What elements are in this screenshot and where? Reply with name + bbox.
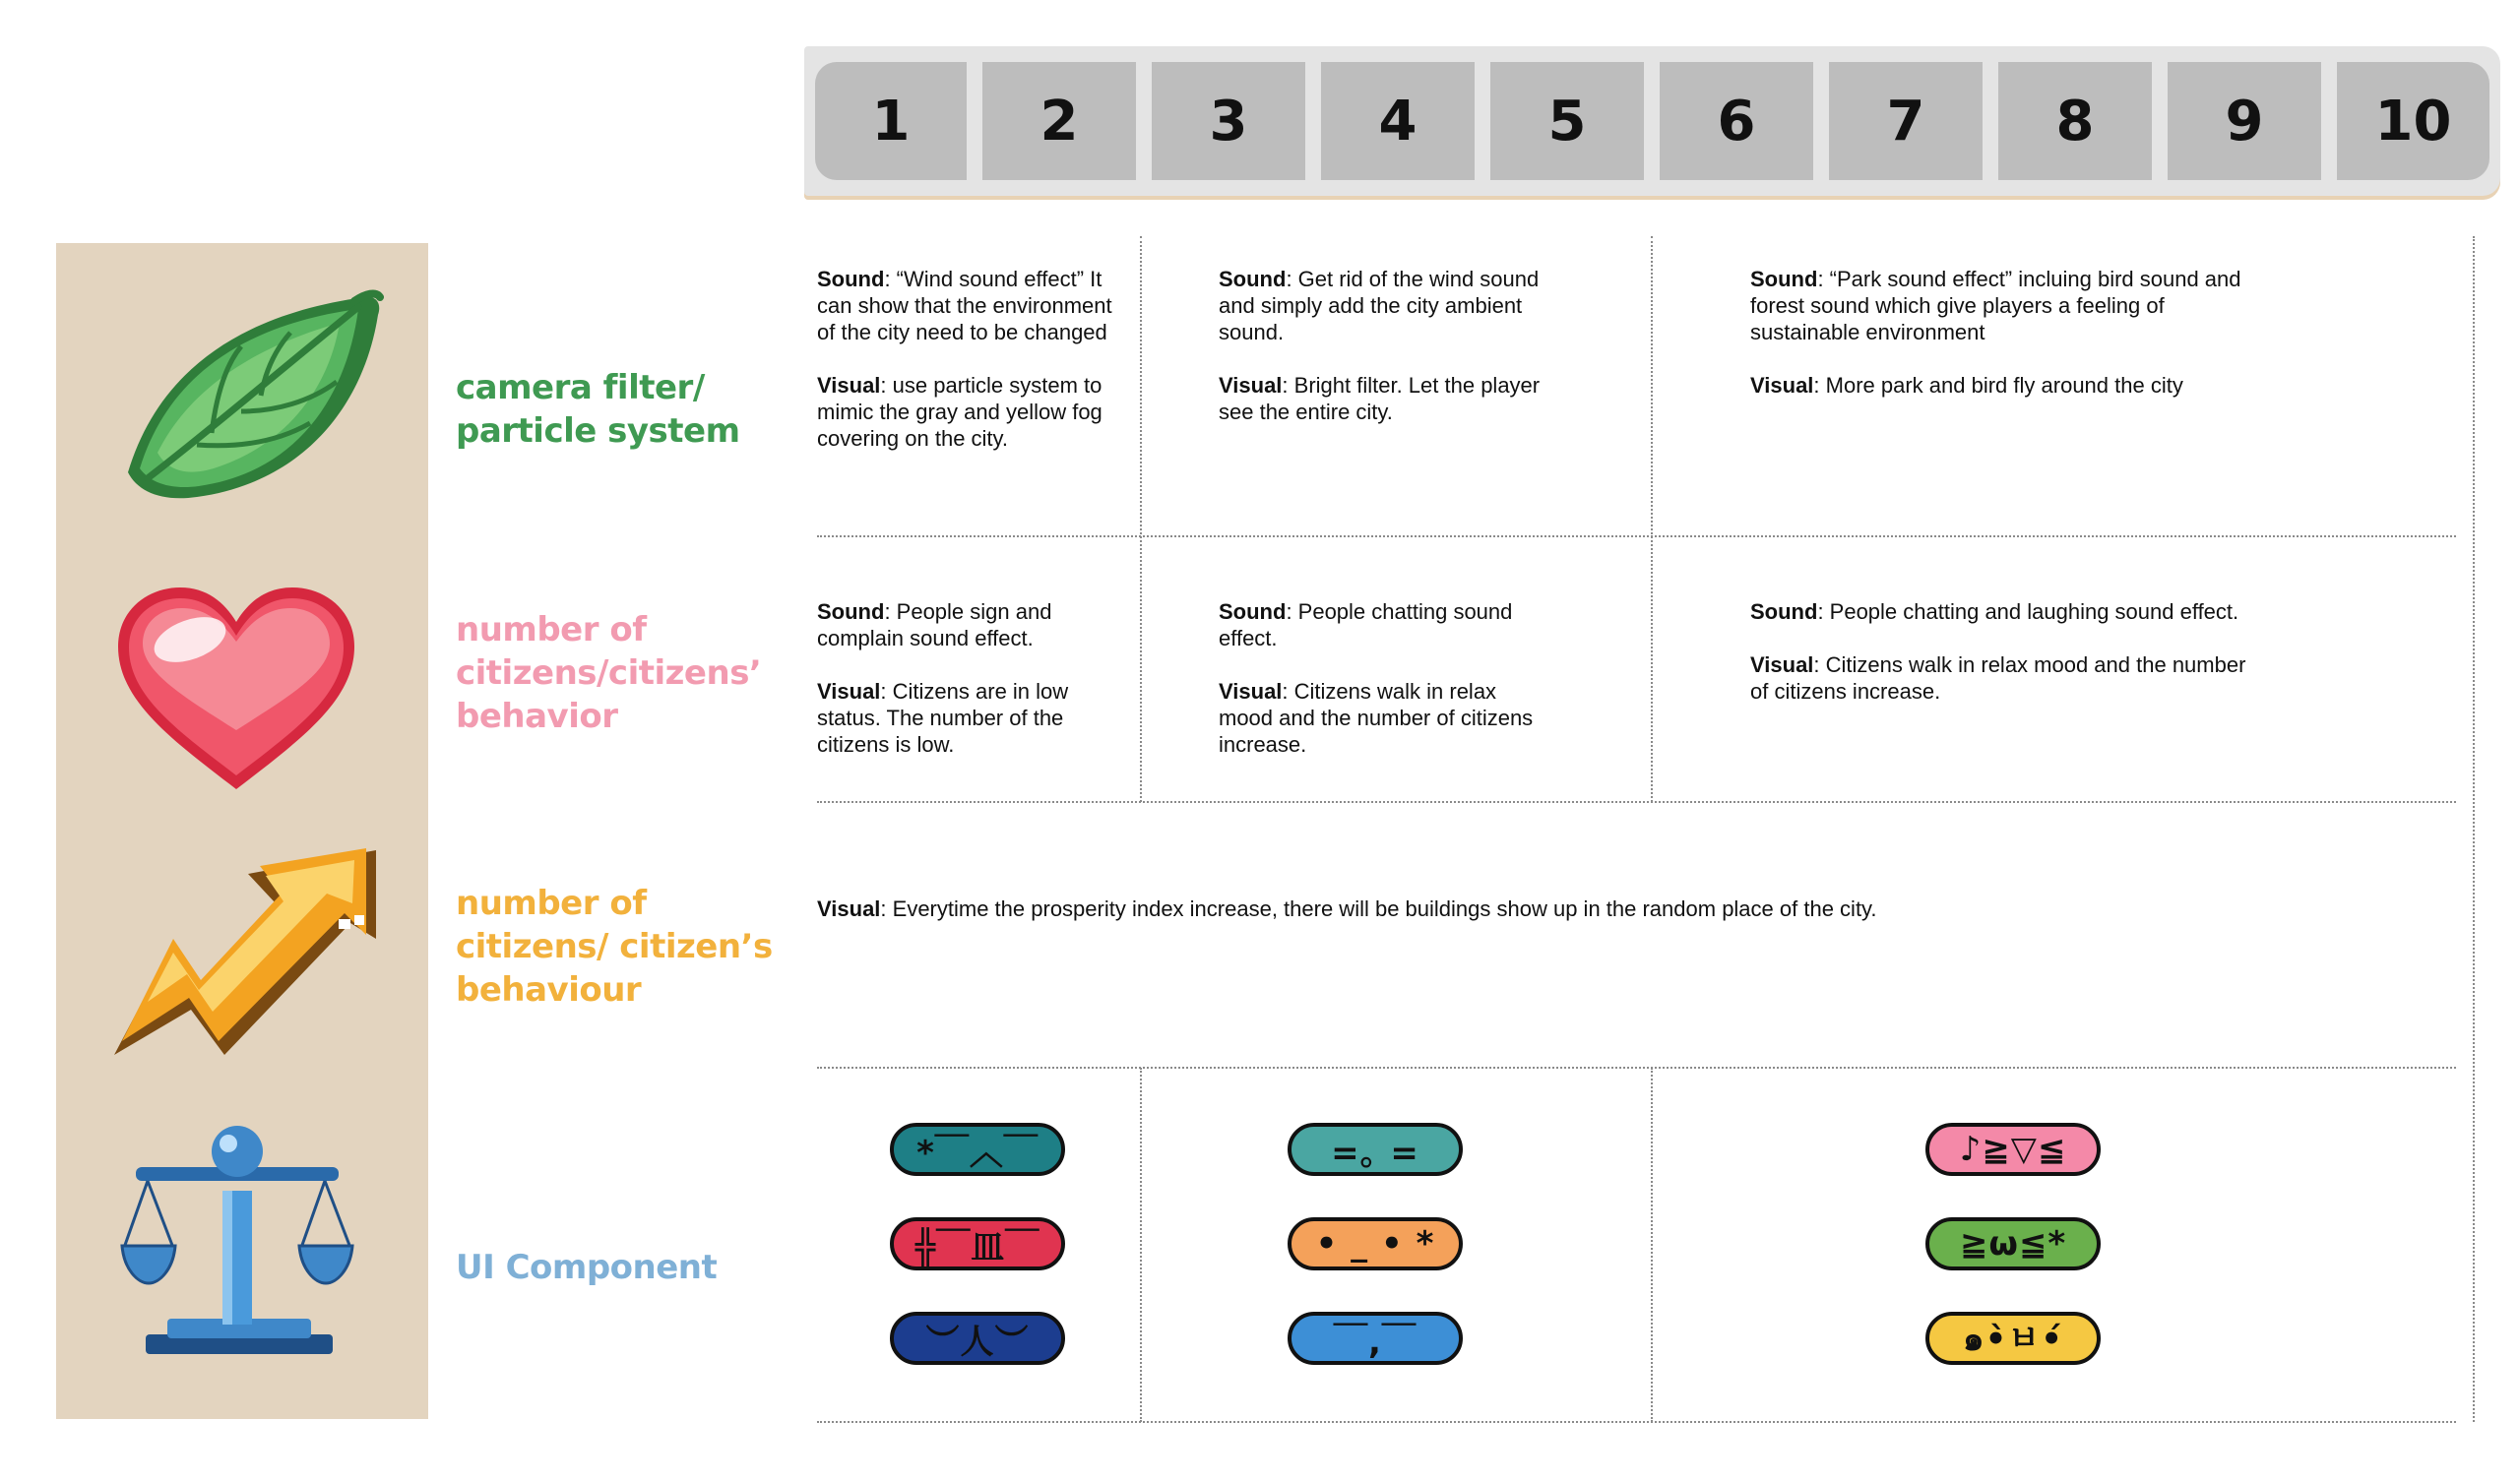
scale-step-1[interactable]: 1 [815,62,967,180]
scale-step-9[interactable]: 9 [2168,62,2321,180]
category-label-line: particle system [456,411,740,451]
description-cell [1219,598,1544,758]
emoticon-badge[interactable]: ≧ω≦* [1925,1217,2101,1270]
emoticon-badge[interactable]: ๑•̀ㅂ•́ [1925,1312,2101,1365]
grid-divider [2473,236,2475,1422]
scale-step-6[interactable]: 6 [1660,62,1813,180]
heart-icon [113,583,359,793]
scale-step-4[interactable]: 4 [1321,62,1475,180]
category-label-camera-filter [456,366,740,453]
grid-divider [817,1421,2456,1423]
emoticon-badge[interactable]: =｡ = [1288,1123,1463,1176]
grid-divider [817,1067,2456,1069]
category-label-line: camera filter/ [456,368,705,407]
arrow-up-icon [108,844,384,1061]
scale-step-5[interactable]: 5 [1490,62,1644,180]
category-label-line: citizens/citizens’ [456,653,762,693]
scale-step-7[interactable]: 7 [1829,62,1983,180]
description-cell [817,895,2431,922]
visual-description: Visual: Everytime the prosperity index increase, there will be buildings show up in the random place of the city. [817,896,1877,921]
category-label-line: behavior [456,697,618,736]
grid-divider [1651,236,1653,802]
description-cell [1750,266,2272,399]
grid-divider [817,535,2456,537]
grid-divider [1651,1068,1653,1422]
description-cell [817,598,1112,758]
scale-bar [804,46,2500,200]
scale-step-8[interactable]: 8 [1998,62,2152,180]
scale-step-10[interactable]: 10 [2337,62,2489,180]
sound-description: Sound: “Wind sound effect” It can show that the environment of the city need to be changed [817,267,1112,344]
visual-description: Visual: use particle system to mimic the gray and yellow fog covering on the city. [817,373,1102,451]
grid-divider [817,801,2456,803]
sound-description: Sound: “Park sound effect” incluing bird sound and forest sound which give players a feeling of sustainable environment [1750,267,2241,344]
description-cell [817,266,1132,452]
visual-description: Visual: Citizens walk in relax mood and the number of citizens increase. [1750,652,2246,704]
category-label-ui-component [456,1246,717,1289]
scale-step-2[interactable]: 2 [982,62,1136,180]
category-label-line: UI Component [456,1248,718,1287]
category-label-line: citizens/ citizen’s [456,927,773,966]
category-label-line: behaviour [456,970,642,1010]
visual-description: Visual: More park and bird fly around the city [1750,373,2183,398]
visual-description: Visual: Citizens are in low status. The number of the citizens is low. [817,679,1069,757]
category-label-citizens-behaviour [456,882,773,1012]
emoticon-badge[interactable]: ￣,￣ [1288,1312,1463,1365]
leaf-icon [118,285,390,508]
emoticon-badge[interactable]: *￣︿￣ [890,1123,1065,1176]
visual-description: Visual: Bright filter. Let the player see the entire city. [1219,373,1541,424]
category-label-citizens-behavior [456,608,761,738]
scale-step-3[interactable]: 3 [1152,62,1305,180]
grid-divider [1140,236,1142,802]
emoticon-badge[interactable]: ╬￣皿￣ [890,1217,1065,1270]
description-cell [1750,598,2262,705]
sound-description: Sound: People chatting sound effect. [1219,599,1513,650]
visual-description: Visual: Citizens walk in relax mood and the number of citizens increase. [1219,679,1534,757]
grid-divider [1140,1068,1142,1422]
category-label-line: number of [456,884,647,923]
category-label-line: number of [456,610,647,649]
balance-scale-icon [118,1122,354,1356]
emoticon-badge[interactable]: • _ • * [1288,1217,1463,1270]
emoticon-badge[interactable]: ♪≧▽≦ [1925,1123,2101,1176]
sound-description: Sound: People sign and complain sound effect. [817,599,1052,650]
sound-description: Sound: People chatting and laughing sound effect. [1750,599,2239,624]
emoticon-badge[interactable]: ︶人︶ [890,1312,1065,1365]
sound-description: Sound: Get rid of the wind sound and simply add the city ambient sound. [1219,267,1540,344]
description-cell [1219,266,1553,425]
